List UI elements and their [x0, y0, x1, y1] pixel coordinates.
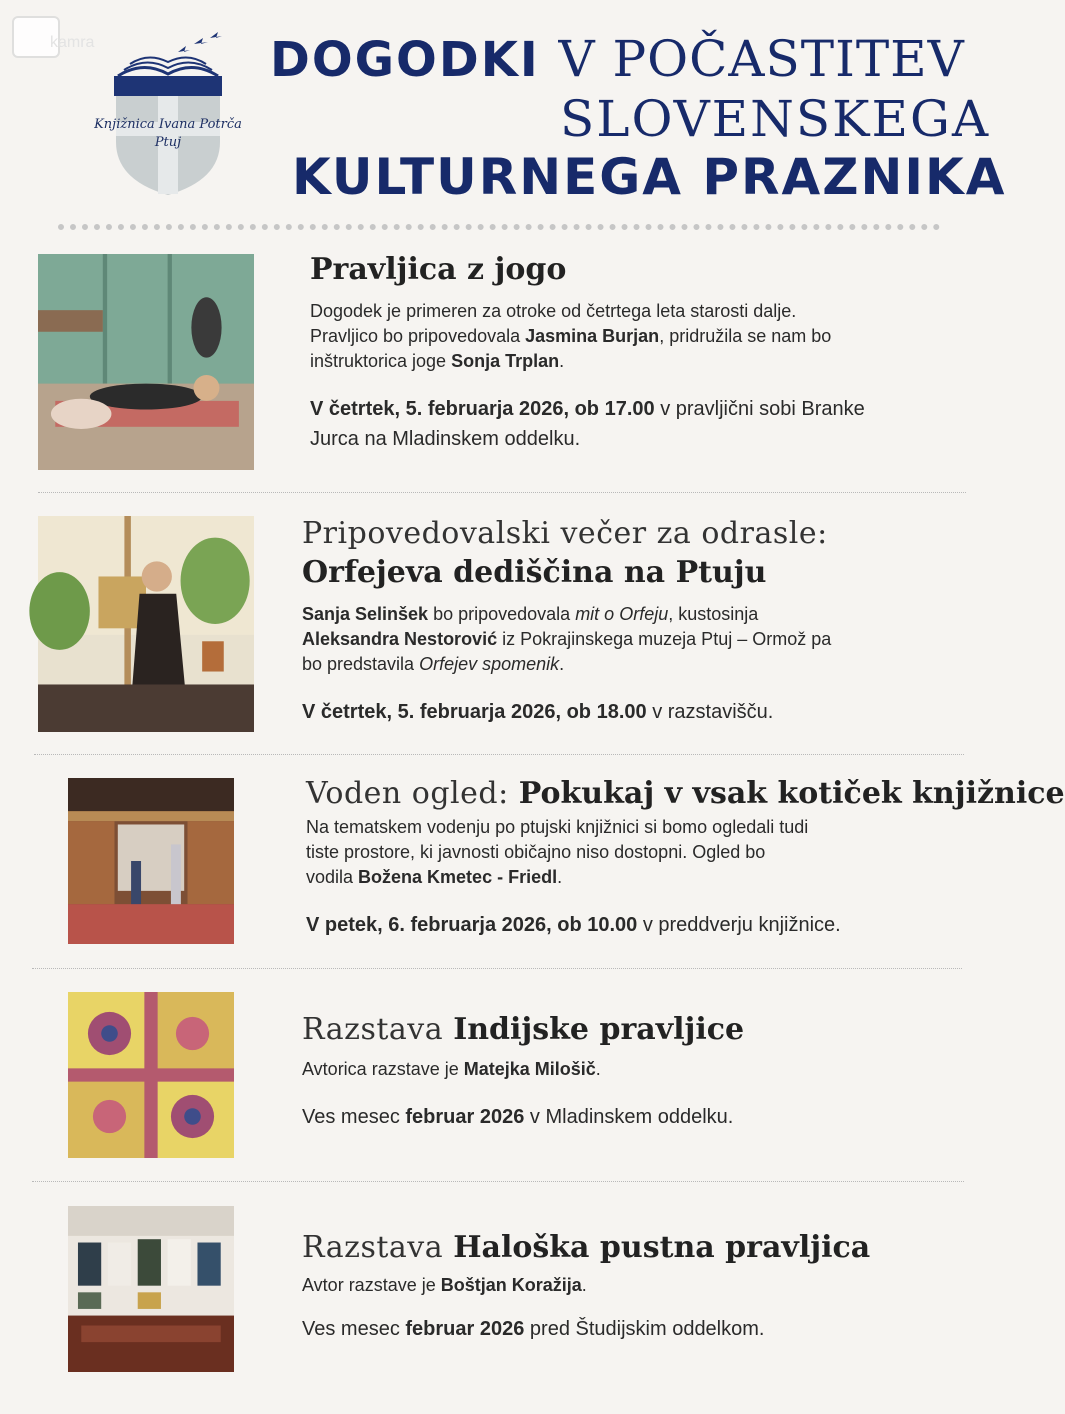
- event-3-description: [306, 815, 966, 890]
- event-4-when: [302, 1102, 962, 1132]
- event-3-desc-text: .: [557, 867, 563, 887]
- event-4-period: februar 2026: [405, 1106, 525, 1128]
- event-separator-4: [32, 1181, 964, 1182]
- event-4: [302, 1012, 962, 1132]
- event-2-title-prefix: Pripovedovalski večer za odrasle:: [302, 516, 828, 551]
- event-3-title: [306, 776, 1065, 811]
- event-5-author: Boštjan Koražija: [440, 1275, 582, 1295]
- event-4-title-prefix: Razstava: [302, 1012, 454, 1047]
- event-3-when: [306, 910, 966, 940]
- event-1-desc-line-1: Dogodek je primeren za otroke od četrtega leta starosti dalje.: [310, 301, 797, 321]
- event-5-when: [302, 1314, 962, 1344]
- event-2-title-bold: Orfejeva dediščina na Ptuju: [302, 555, 767, 590]
- event-5-title: [302, 1230, 962, 1265]
- event-5-when-text: Ves mesec: [302, 1318, 406, 1340]
- event-4-author: Matejka Milošič: [463, 1059, 596, 1079]
- event-5-period: februar 2026: [405, 1318, 525, 1340]
- event-2-curator: Aleksandra Nestorović: [302, 629, 498, 649]
- event-3-desc-text: vodila: [306, 867, 359, 887]
- event-4-title-bold: Indijske pravljice: [453, 1012, 745, 1047]
- event-5-description: [302, 1273, 962, 1298]
- event-5-desc-text: .: [581, 1275, 587, 1295]
- event-3-guide: Božena Kmetec - Friedl: [358, 867, 558, 887]
- event-3-title-prefix: Voden ogled:: [306, 776, 519, 811]
- watermark-text: kamra: [50, 34, 95, 51]
- event-4-desc-text: .: [595, 1059, 601, 1079]
- event-2-monument: Orfejev spomenik: [419, 654, 560, 674]
- event-1-title: [310, 252, 930, 287]
- event-separator-3: [32, 968, 962, 969]
- event-1-storyteller: Jasmina Burjan: [525, 326, 660, 346]
- event-1-location: v pravljični sobi Branke Jurca na Mladinskem oddelku.: [310, 398, 865, 450]
- event-separator-2: [34, 754, 964, 755]
- event-2-myth: mit o Orfeju: [575, 604, 669, 624]
- event-3-datetime: V petek, 6. februarja 2026, ob 10.00: [306, 914, 638, 936]
- event-5: [302, 1230, 962, 1344]
- title-line-1: [270, 30, 965, 88]
- library-crest-icon: [78, 30, 258, 200]
- event-5-location: pred Študijskim oddelkom.: [524, 1318, 765, 1340]
- event-1-desc-text: inštruktorica joge: [310, 351, 452, 371]
- event-1-instructor: Sonja Trplan: [451, 351, 560, 371]
- event-2-photo: [38, 516, 254, 732]
- event-3-title-bold: Pokukaj v vsak kotiček knjižnice: [518, 776, 1065, 811]
- event-5-desc-text: Avtor razstave je: [302, 1275, 441, 1295]
- event-2-desc-text: iz Pokrajinskega muzeja Ptuj – Ormož pa: [497, 629, 832, 649]
- event-2-storyteller: Sanja Selinšek: [302, 604, 429, 624]
- event-3-desc-line-2: tiste prostore, ki javnosti običajno niso dostopni. Ogled bo: [306, 842, 766, 862]
- title-line-3: KULTURNEGA PRAZNIKA: [292, 148, 1007, 206]
- event-3-desc-line-1: Na tematskem vodenju po ptujski knjižnici si bomo ogledali tudi: [306, 817, 809, 837]
- event-1-datetime: V četrtek, 5. februarja 2026, ob 17.00: [310, 398, 655, 420]
- event-2-datetime: V četrtek, 5. februarja 2026, ob 18.00: [302, 701, 647, 723]
- logo-text: [78, 116, 258, 152]
- event-4-when-text: Ves mesec: [302, 1106, 406, 1128]
- event-2-desc-text: .: [559, 654, 565, 674]
- title-line-2: SLOVENSKEGA: [560, 90, 991, 148]
- event-1-photo: [38, 254, 254, 470]
- event-2-when: [302, 697, 962, 727]
- title-line-1-rest: V POČASTITEV: [558, 30, 965, 88]
- event-1: [310, 252, 930, 454]
- event-4-description: [302, 1057, 962, 1082]
- event-1-when: [310, 394, 890, 454]
- event-2-description: [302, 602, 962, 677]
- library-logo: [78, 30, 258, 200]
- event-1-desc-text: , pridružila se nam bo: [659, 326, 832, 346]
- logo-line-2: Ptuj: [154, 135, 182, 150]
- event-2-desc-text: bo pripovedovala: [428, 604, 576, 624]
- event-5-title-bold: Haloška pustna pravljica: [453, 1230, 871, 1265]
- title-line-1-bold: DOGODKI: [270, 32, 540, 88]
- event-5-photo: [68, 1206, 234, 1372]
- event-3-location: v preddverju knjižnice.: [637, 914, 841, 936]
- event-4-location: v Mladinskem oddelku.: [524, 1106, 734, 1128]
- event-3-photo: [68, 778, 234, 944]
- event-2: [302, 516, 962, 727]
- event-5-title-prefix: Razstava: [302, 1230, 454, 1265]
- event-1-desc-text: Pravljico bo pripovedovala: [310, 326, 526, 346]
- event-4-title: [302, 1012, 962, 1047]
- header-divider: [58, 224, 940, 230]
- event-1-title-bold: Pravljica z jogo: [310, 252, 567, 287]
- event-2-desc-text: bo predstavila: [302, 654, 420, 674]
- event-2-location: v razstavišču.: [646, 701, 774, 723]
- event-2-title-light: [302, 516, 962, 551]
- event-3: [306, 776, 1065, 940]
- event-4-photo: [68, 992, 234, 1158]
- event-separator-1: [38, 492, 966, 493]
- event-2-desc-text: , kustosinja: [668, 604, 759, 624]
- event-1-desc-text: .: [559, 351, 565, 371]
- event-4-desc-text: Avtorica razstave je: [302, 1059, 464, 1079]
- event-2-title: [302, 555, 962, 590]
- event-1-description: [310, 299, 930, 374]
- logo-line-1: Knjižnica Ivana Potrča: [94, 117, 242, 132]
